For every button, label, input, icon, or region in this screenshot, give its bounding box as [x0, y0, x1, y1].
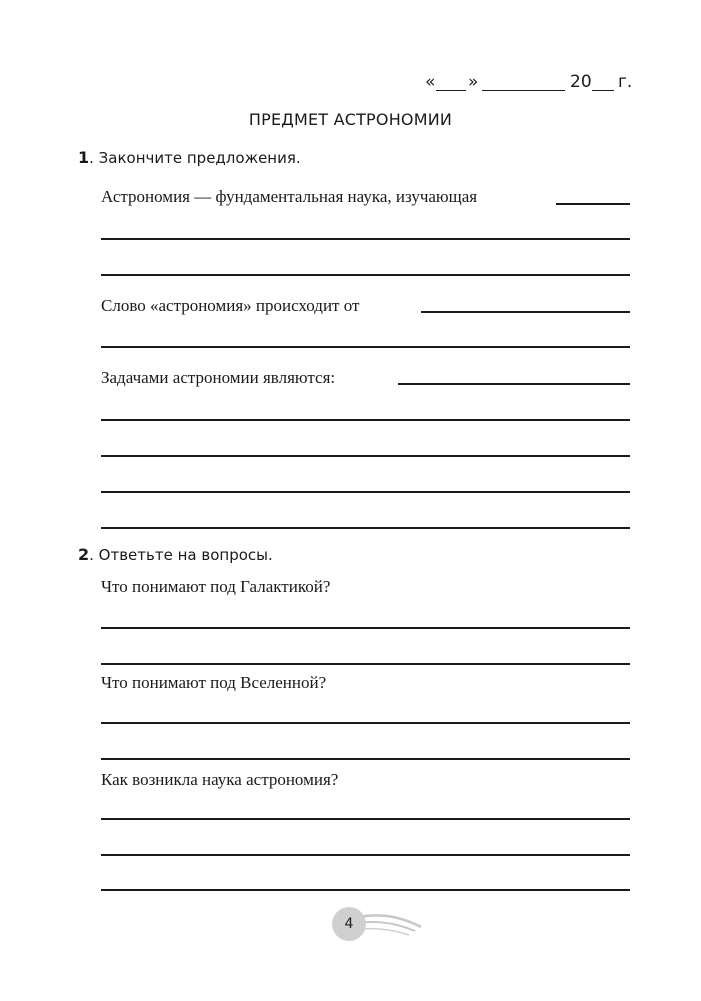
- quote-close: »: [468, 72, 479, 92]
- page-number: 4: [332, 907, 366, 941]
- year-suffix: г.: [618, 72, 633, 92]
- prompt-astronomy-tasks: Задачами астрономии являются:: [101, 368, 336, 387]
- task-2-number: 2: [78, 545, 90, 564]
- question-galaxy: Что понимают под Галактикой?: [101, 577, 331, 596]
- task-2-heading: [78, 545, 273, 564]
- question-universe: Что понимают под Вселенной?: [101, 673, 327, 692]
- answer-line[interactable]: [101, 818, 630, 820]
- answer-line[interactable]: [101, 889, 630, 891]
- answer-line[interactable]: [421, 311, 630, 313]
- answer-line[interactable]: [101, 758, 630, 760]
- prompt-astronomy-definition: Астрономия — фундаментальная наука, изучающая: [101, 187, 478, 206]
- year-blank[interactable]: [592, 90, 614, 91]
- month-blank[interactable]: [482, 90, 565, 91]
- year-prefix: 20: [570, 72, 592, 92]
- page-title: ПРЕДМЕТ АСТРОНОМИИ: [248, 110, 453, 129]
- quote-open: «: [425, 72, 436, 92]
- answer-line[interactable]: [101, 491, 630, 493]
- answer-line[interactable]: [101, 854, 630, 856]
- task-1-instruction: . Закончите предложения.: [89, 149, 301, 167]
- prompt-word-origin: Слово «астрономия» происходит от: [101, 296, 360, 315]
- answer-line[interactable]: [101, 722, 630, 724]
- answer-line[interactable]: [398, 383, 630, 385]
- answer-line[interactable]: [101, 663, 630, 665]
- task-1-number: 1: [78, 148, 90, 167]
- answer-line[interactable]: [101, 455, 630, 457]
- day-blank[interactable]: [436, 90, 466, 91]
- date-line: [425, 72, 633, 96]
- answer-line[interactable]: [101, 238, 630, 240]
- answer-line[interactable]: [101, 527, 630, 529]
- answer-line[interactable]: [556, 203, 630, 205]
- answer-line[interactable]: [101, 419, 630, 421]
- task-2-instruction: . Ответьте на вопросы.: [89, 546, 273, 564]
- task-1-heading: [78, 148, 301, 167]
- question-origin: Как возникла наука астрономия?: [101, 770, 339, 789]
- answer-line[interactable]: [101, 274, 630, 276]
- answer-line[interactable]: [101, 627, 630, 629]
- answer-line[interactable]: [101, 346, 630, 348]
